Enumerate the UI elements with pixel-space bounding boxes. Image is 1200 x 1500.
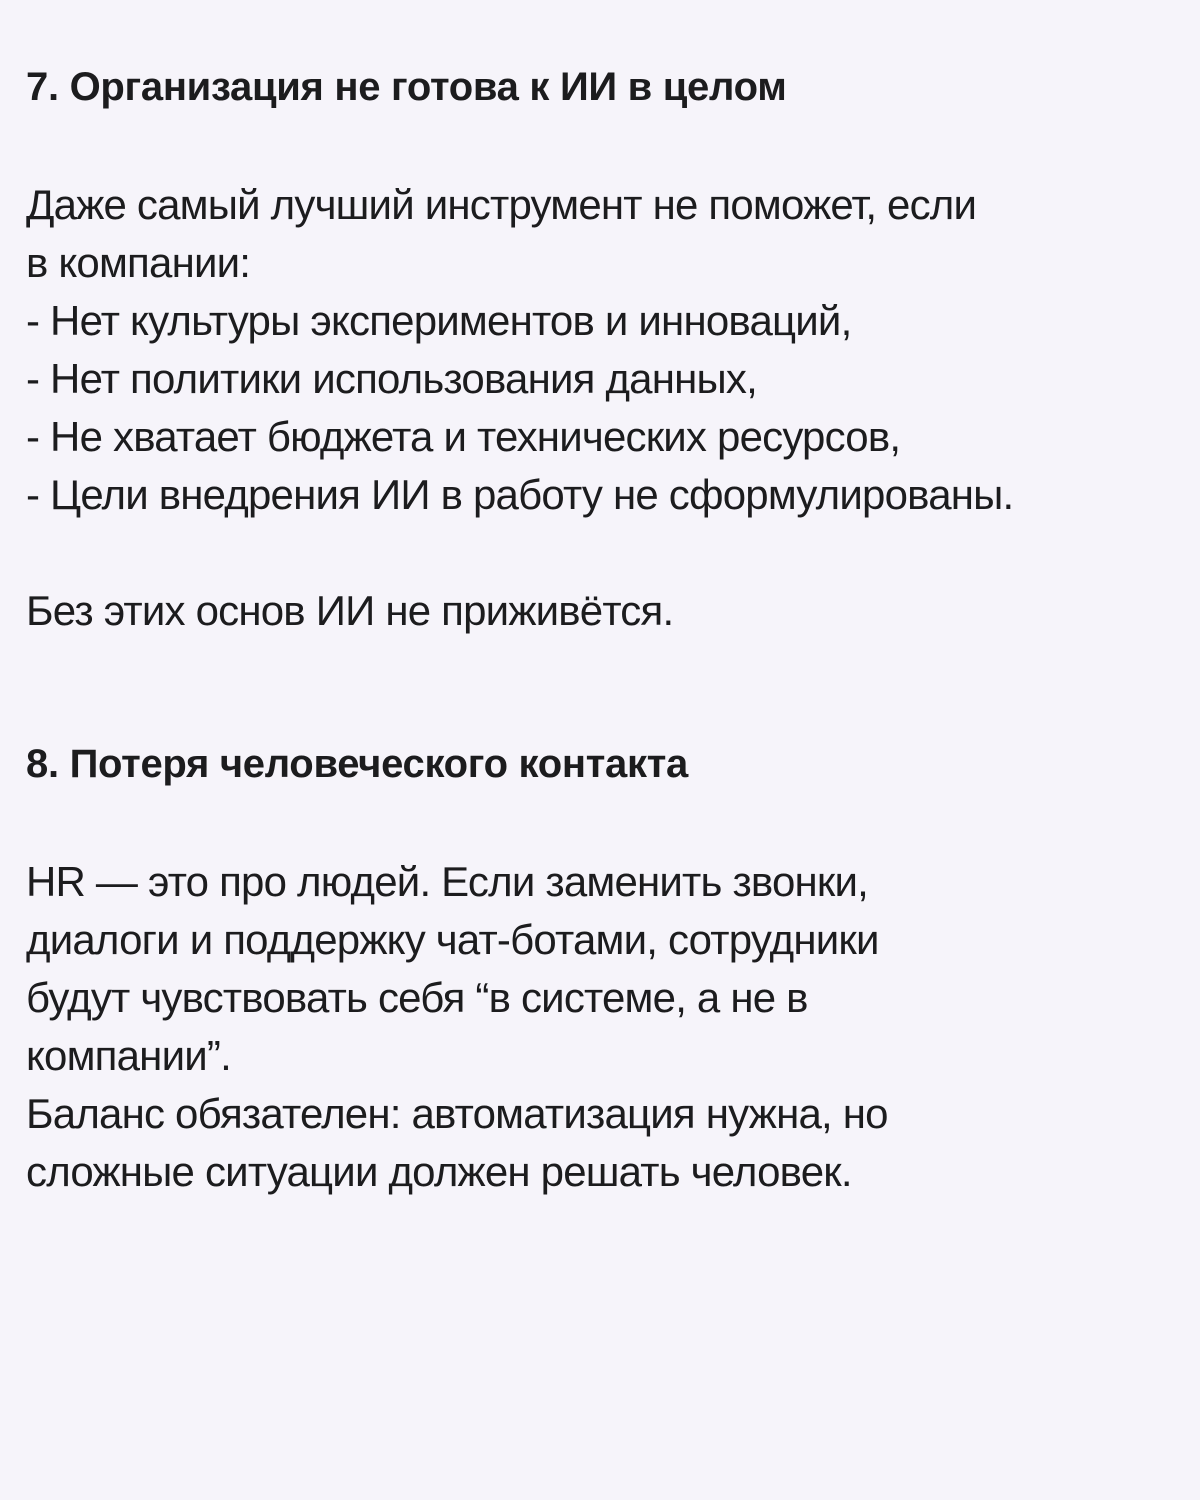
bullet-list [26, 292, 1186, 524]
body-line: сложные ситуации должен решать человек. [26, 1148, 852, 1195]
conclusion-text: Без этих основ ИИ не приживётся. [26, 587, 674, 634]
body-line: компании”. [26, 1032, 231, 1079]
body-line: Баланс обязателен: автоматизация нужна, но [26, 1090, 888, 1137]
spacer [26, 793, 1186, 853]
intro-paragraph [26, 176, 1186, 292]
intro-line: в компании: [26, 239, 251, 286]
section-title: 7. Организация не готова к ИИ в целом [26, 65, 787, 109]
bullet-item: - Нет культуры экспериментов и инноваций, [26, 297, 852, 344]
spacer [26, 524, 1186, 582]
body-line: диалоги и поддержку чат-ботами, сотрудники [26, 916, 879, 963]
spacer [26, 116, 1186, 176]
body-paragraph [26, 853, 1186, 1201]
bullet-item: - Не хватает бюджета и технических ресурсов, [26, 413, 901, 460]
body-line: будут чувствовать себя “в системе, а не в [26, 974, 808, 1021]
section-organization-readiness [26, 58, 1186, 640]
intro-line: Даже самый лучший инструмент не поможет, если [26, 181, 977, 228]
body-line: HR — это про людей. Если заменить звонки, [26, 858, 869, 905]
bullet-item: - Цели внедрения ИИ в работу не сформулированы. [26, 471, 1014, 518]
bullet-item: - Нет политики использования данных, [26, 355, 757, 402]
section-human-contact-loss [26, 735, 1186, 1201]
section-title: 8. Потеря человеческого контакта [26, 742, 688, 786]
